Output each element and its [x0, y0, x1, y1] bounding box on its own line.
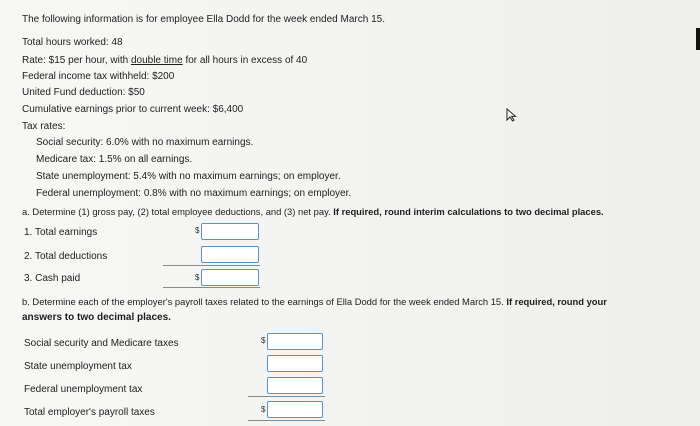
cumulative-text: Cumulative earnings prior to current week: $6,400 [22, 104, 244, 115]
double-time-link[interactable]: double time [130, 55, 183, 66]
subtotal-rule [163, 265, 260, 266]
intro-text: The following information is for employee Ella Dodd for the week ended March 15. [22, 14, 385, 25]
subtotal-rule [248, 396, 325, 397]
window-edge [696, 28, 700, 50]
rate-suffix: for all hours in excess of 40 [182, 55, 308, 66]
united-fund-text: United Fund deduction: $50 [22, 87, 145, 98]
part-b-question-text: b. Determine each of the employer's payroll taxes related to the earnings of Ella Dodd for the week ended March 15. [22, 296, 507, 307]
state-unemp-text: State unemployment: 5.4% with no maximum earnings; on employer. [36, 171, 341, 182]
total-rule [248, 420, 325, 421]
federal-unemp-tax-input[interactable] [267, 377, 323, 394]
dollar-sign: $ [195, 226, 200, 235]
federal-unemp-tax-label: Federal unemployment tax [24, 384, 143, 395]
part-a-rounding-note: If required, round interim calculations to two decimal places. [333, 206, 604, 217]
cash-paid-label: 3. Cash paid [24, 273, 81, 284]
total-deductions-label: 2. Total deductions [24, 251, 108, 262]
total-rule [163, 287, 260, 288]
ss-medicare-label: Social security and Medicare taxes [24, 338, 179, 349]
total-deductions-input[interactable] [201, 246, 259, 263]
dollar-sign: $ [261, 405, 266, 414]
dollar-sign: $ [261, 336, 266, 345]
rate-prefix: Rate: $15 per hour, with [22, 55, 131, 66]
total-earnings-label: 1. Total earnings [24, 227, 98, 238]
medicare-text: Medicare tax: 1.5% on all earnings. [36, 154, 193, 165]
tax-rates-label: Tax rates: [22, 121, 66, 132]
total-employer-taxes-input[interactable] [267, 401, 323, 418]
state-unemp-tax-input[interactable] [267, 355, 323, 372]
cash-paid-input[interactable] [201, 269, 259, 286]
total-employer-taxes-label: Total employer's payroll taxes [24, 407, 155, 418]
mouse-pointer-icon [506, 108, 518, 122]
hours-text: Total hours worked: 48 [22, 37, 123, 48]
part-b-rounding-note-cont: answers to two decimal places. [22, 312, 171, 323]
social-security-text: Social security: 6.0% with no maximum earnings. [36, 137, 254, 148]
fit-text: Federal income tax withheld: $200 [22, 71, 175, 82]
part-a-question [22, 206, 604, 218]
dollar-sign: $ [195, 273, 200, 282]
part-b-question [22, 296, 607, 308]
total-earnings-input[interactable] [201, 223, 259, 240]
rate-text [22, 55, 307, 67]
ss-medicare-input[interactable] [267, 333, 323, 350]
part-b-rounding-note: If required, round your [506, 296, 607, 307]
federal-unemp-text: Federal unemployment: 0.8% with no maximum earnings; on employer. [36, 188, 352, 199]
state-unemp-tax-label: State unemployment tax [24, 361, 132, 372]
part-a-question-text: a. Determine (1) gross pay, (2) total employee deductions, and (3) net pay. [22, 206, 334, 217]
